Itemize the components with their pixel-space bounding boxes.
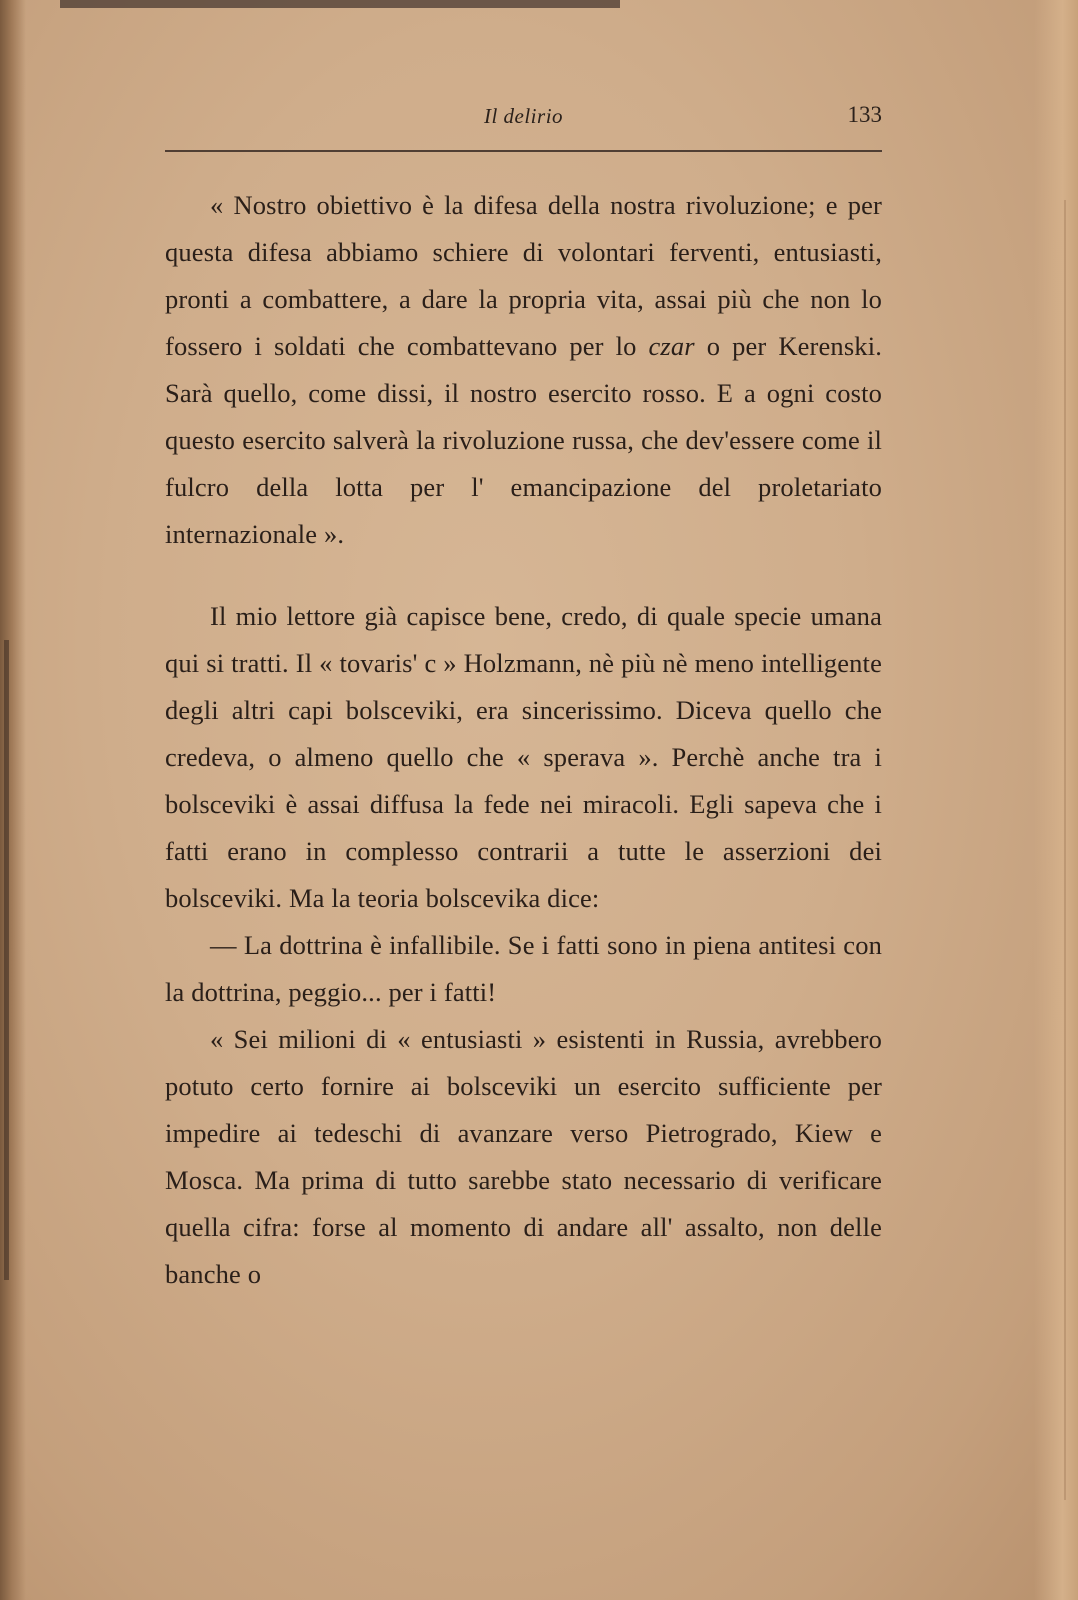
paragraph bbox=[165, 182, 882, 558]
binding-crease bbox=[4, 640, 9, 1280]
paragraph: « Sei milioni di « entusiasti » esistenti in Russia, avrebbero potuto certo fornire ai bolsceviki un esercito sufficiente per impedire ai tedeschi di avanzare verso Pietrogrado, Kiew e Mosca. Ma prima di tutto sarebbe stato necessario di verificare quella cifra: forse al momento di andare all' assalto, non delle banche o bbox=[165, 1024, 882, 1289]
top-cover-strip bbox=[60, 0, 620, 8]
paragraph: — La dottrina è infallibile. Se i fatti sono in piena antitesi con la dottrina, peggio... per i fatti! bbox=[165, 930, 882, 1007]
page-edge-line bbox=[1064, 200, 1066, 1500]
page-header bbox=[165, 100, 882, 140]
paragraph-text: « Nostro obiettivo è la difesa della nostra rivoluzione; e per questa difesa abbiamo schiere di volontari ferventi, entusiasti, pronti a combattere, a dare la propria vita, assai più che non lo fossero i soldati che combattevano per lo bbox=[165, 190, 882, 361]
running-title: Il delirio bbox=[483, 104, 564, 128]
body-text bbox=[165, 182, 882, 1298]
paragraph: Il mio lettore già capisce bene, credo, di quale specie umana qui si tratti. Il « tovaris' c » Holzmann, nè più nè meno intelligente degli altri capi bolsceviki, era sincerissimo. Diceva quello che credeva, o almeno quello che « sperava ». Perchè anche tra i bolsceviki è assai diffusa la fede nei miracoli. Egli sapeva che i fatti erano in complesso contrarii a tutte le asserzioni dei bolsceviki. Ma la teoria bolscevika dice: bbox=[165, 601, 882, 913]
page-edge bbox=[1034, 0, 1078, 1600]
paragraph-text: o per Kerenski. Sarà quello, come dissi, il nostro esercito rosso. E a ogni costo questo esercito salverà la rivoluzione russa, che dev'essere come il fulcro della lotta per l' emancipazione del proletariato internazionale ». bbox=[165, 331, 882, 549]
page-number: 133 bbox=[847, 102, 882, 127]
italic-word: czar bbox=[648, 331, 695, 361]
header-rule bbox=[165, 150, 882, 152]
